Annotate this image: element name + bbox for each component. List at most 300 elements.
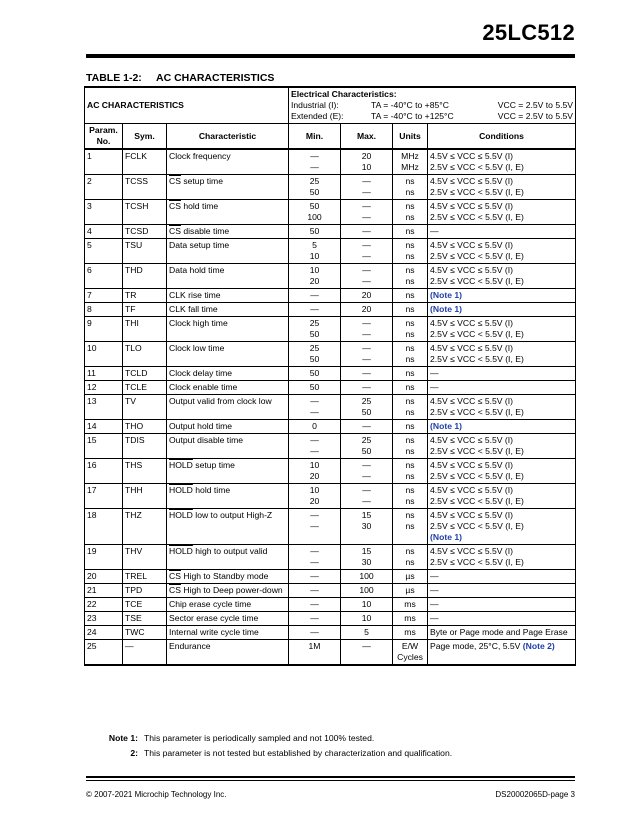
- min-value: [289, 264, 341, 289]
- table-notes: [86, 731, 452, 761]
- min-line: 50: [309, 354, 320, 364]
- param-number: 19: [85, 545, 123, 570]
- symbol: THD: [123, 264, 167, 289]
- max-line: —: [362, 329, 371, 339]
- conditions: [428, 175, 576, 200]
- max-value: [341, 200, 393, 225]
- units-line: ns: [405, 329, 415, 339]
- min-value: [289, 395, 341, 420]
- condition-line: —: [430, 368, 439, 378]
- column-header: Min.: [289, 124, 341, 150]
- doc-page-number: DS20002065D-page 3: [495, 790, 575, 799]
- min-value: [289, 149, 341, 175]
- units-value: [393, 317, 428, 342]
- units-line: ns: [405, 354, 415, 364]
- characteristic-text: low to output High-Z: [192, 510, 273, 520]
- ac-characteristics-label: AC CHARACTERISTICS: [85, 87, 289, 124]
- condition-line: 4.5V ≤ VCC ≤ 5.5V (I): [430, 396, 513, 406]
- max-line: —: [362, 485, 371, 495]
- conditions: [428, 545, 576, 570]
- min-value: [289, 509, 341, 545]
- units-line: ns: [405, 276, 415, 286]
- characteristic: Internal write cycle time: [167, 626, 289, 640]
- characteristic-text: hold time: [192, 485, 231, 495]
- units-value: [393, 584, 428, 598]
- units-line: ns: [405, 435, 415, 445]
- symbol: THV: [123, 545, 167, 570]
- condition-line: —: [430, 571, 439, 581]
- characteristic: Clock enable time: [167, 381, 289, 395]
- condition-line: 4.5V ≤ VCC ≤ 5.5V (I): [430, 176, 513, 186]
- condition-line: 4.5V ≤ VCC ≤ 5.5V (I): [430, 485, 513, 495]
- param-number: 8: [85, 303, 123, 317]
- max-line: 5: [364, 627, 369, 637]
- characteristic: Chip erase cycle time: [167, 598, 289, 612]
- min-line: 25: [309, 318, 320, 328]
- characteristic-text: disable time: [180, 226, 230, 236]
- characteristic: Endurance: [167, 640, 289, 666]
- condition-line: 2.5V ≤ VCC < 5.5V (I, E): [430, 212, 524, 222]
- units-value: [393, 395, 428, 420]
- electrical-characteristics: [289, 87, 576, 124]
- conditions: [428, 420, 576, 434]
- max-line: —: [362, 496, 371, 506]
- units-line: µs: [405, 585, 415, 595]
- characteristic: [167, 459, 289, 484]
- note-reference-link[interactable]: (Note 1): [430, 532, 463, 542]
- table-row: [85, 626, 576, 640]
- max-line: —: [362, 201, 371, 211]
- characteristic-text: setup time: [180, 176, 223, 186]
- condition-line: —: [430, 382, 439, 392]
- conditions: [428, 149, 576, 175]
- param-number: 22: [85, 598, 123, 612]
- param-number: 15: [85, 434, 123, 459]
- units-line: ns: [405, 496, 415, 506]
- max-line: 50: [361, 446, 372, 456]
- max-line: —: [362, 471, 371, 481]
- conditions: [428, 317, 576, 342]
- param-number: 1: [85, 149, 123, 175]
- table-row: [85, 584, 576, 598]
- param-number: 11: [85, 367, 123, 381]
- condition-line: 2.5V ≤ VCC < 5.5V (I, E): [430, 496, 524, 506]
- units-value: [393, 612, 428, 626]
- min-line: —: [310, 304, 319, 314]
- param-number: 4: [85, 225, 123, 239]
- characteristic: [167, 225, 289, 239]
- units-line: ns: [405, 265, 415, 275]
- max-line: —: [362, 276, 371, 286]
- units-line: ns: [405, 407, 415, 417]
- industrial-vcc: VCC = 2.5V to 5.5V: [497, 100, 574, 110]
- min-line: —: [310, 162, 319, 172]
- characteristic: Output valid from clock low: [167, 395, 289, 420]
- param-number: 25: [85, 640, 123, 666]
- min-value: [289, 289, 341, 303]
- table-row: [85, 303, 576, 317]
- max-value: [341, 584, 393, 598]
- max-value: [341, 509, 393, 545]
- table-row: [85, 289, 576, 303]
- max-line: —: [362, 421, 371, 431]
- conditions: [428, 264, 576, 289]
- min-line: —: [310, 546, 319, 556]
- max-value: [341, 239, 393, 264]
- min-line: 50: [309, 382, 320, 392]
- conditions: [428, 200, 576, 225]
- symbol: TPD: [123, 584, 167, 598]
- units-value: [393, 484, 428, 509]
- condition-line: Byte or Page mode and Page Erase: [430, 627, 568, 637]
- min-line: 50: [309, 201, 320, 211]
- max-line: 100: [359, 571, 374, 581]
- table-column-headers: [85, 124, 576, 150]
- max-value: [341, 434, 393, 459]
- column-header: Units: [393, 124, 428, 150]
- min-value: [289, 570, 341, 584]
- units-value: [393, 289, 428, 303]
- min-value: [289, 612, 341, 626]
- table-title: [86, 72, 274, 84]
- conditions: [428, 342, 576, 367]
- characteristic: Clock frequency: [167, 149, 289, 175]
- min-value: [289, 545, 341, 570]
- min-value: [289, 317, 341, 342]
- min-line: 10: [309, 485, 320, 495]
- conditions: [428, 239, 576, 264]
- table-row: [85, 420, 576, 434]
- condition-line: [430, 304, 573, 315]
- table-row: [85, 317, 576, 342]
- units-value: [393, 570, 428, 584]
- characteristic: [167, 509, 289, 545]
- min-line: 50: [309, 187, 320, 197]
- max-line: 100: [359, 585, 374, 595]
- param-number: 17: [85, 484, 123, 509]
- symbol: TCLE: [123, 381, 167, 395]
- param-number: 13: [85, 395, 123, 420]
- column-header: Characteristic: [167, 124, 289, 150]
- characteristic: Clock high time: [167, 317, 289, 342]
- note-reference-link[interactable]: (Note 2): [522, 641, 555, 651]
- table-title-text: AC CHARACTERISTICS: [156, 72, 275, 84]
- column-header: Param. No.: [85, 124, 123, 150]
- param-number: 24: [85, 626, 123, 640]
- param-number: 10: [85, 342, 123, 367]
- max-line: 15: [361, 546, 372, 556]
- units-line: ns: [405, 485, 415, 495]
- units-line: ns: [405, 240, 415, 250]
- characteristic: Data hold time: [167, 264, 289, 289]
- max-line: 30: [361, 521, 372, 531]
- min-line: —: [310, 396, 319, 406]
- condition-line: 2.5V ≤ VCC < 5.5V (I, E): [430, 329, 524, 339]
- conditions: [428, 289, 576, 303]
- characteristic: Clock delay time: [167, 367, 289, 381]
- condition-line: —: [430, 585, 439, 595]
- units-line: MHz: [401, 162, 419, 172]
- min-line: —: [310, 557, 319, 567]
- table-row: [85, 264, 576, 289]
- min-line: 0: [312, 421, 317, 431]
- table-row: [85, 484, 576, 509]
- condition-line: 4.5V ≤ VCC ≤ 5.5V (I): [430, 435, 513, 445]
- symbol: TCSS: [123, 175, 167, 200]
- characteristic: Clock low time: [167, 342, 289, 367]
- param-number: 12: [85, 381, 123, 395]
- condition-line: 4.5V ≤ VCC ≤ 5.5V (I): [430, 546, 513, 556]
- part-number: 25LC512: [482, 20, 575, 45]
- max-value: [341, 598, 393, 612]
- param-number: 2: [85, 175, 123, 200]
- characteristic: CLK rise time: [167, 289, 289, 303]
- min-value: [289, 225, 341, 239]
- units-value: [393, 175, 428, 200]
- min-line: 10: [309, 460, 320, 470]
- max-line: —: [362, 460, 371, 470]
- symbol: TF: [123, 303, 167, 317]
- max-line: —: [362, 265, 371, 275]
- column-header: Conditions: [428, 124, 576, 150]
- condition-line: 4.5V ≤ VCC ≤ 5.5V (I): [430, 460, 513, 470]
- units-line: E/W Cycles: [397, 641, 423, 662]
- extended-vcc: VCC = 2.5V to 5.5V: [497, 111, 574, 121]
- max-line: —: [362, 354, 371, 364]
- max-line: 10: [361, 599, 372, 609]
- extended-label: Extended (E):: [291, 111, 344, 121]
- note-reference-link[interactable]: (Note 1): [430, 421, 463, 431]
- condition-line: —: [430, 599, 439, 609]
- characteristic: [167, 484, 289, 509]
- min-value: [289, 626, 341, 640]
- symbol: TSU: [123, 239, 167, 264]
- table-row: [85, 570, 576, 584]
- min-line: 25: [309, 176, 320, 186]
- units-line: ms: [404, 599, 416, 609]
- units-line: ns: [405, 251, 415, 261]
- max-value: [341, 612, 393, 626]
- units-line: ns: [405, 521, 415, 531]
- param-number: 3: [85, 200, 123, 225]
- min-line: —: [310, 151, 319, 161]
- max-value: [341, 484, 393, 509]
- condition-line: 2.5V ≤ VCC < 5.5V (I, E): [430, 276, 524, 286]
- min-value: [289, 175, 341, 200]
- max-line: —: [362, 187, 371, 197]
- condition-line: 2.5V ≤ VCC < 5.5V (I, E): [430, 521, 524, 531]
- units-value: [393, 640, 428, 666]
- conditions: [428, 640, 576, 666]
- min-value: [289, 459, 341, 484]
- max-value: [341, 381, 393, 395]
- footer-rule: [86, 780, 575, 781]
- min-value: [289, 367, 341, 381]
- condition-line: 4.5V ≤ VCC ≤ 5.5V (I): [430, 343, 513, 353]
- min-line: —: [310, 613, 319, 623]
- condition-line: 2.5V ≤ VCC < 5.5V (I, E): [430, 446, 524, 456]
- note-label: Note 1:: [108, 733, 138, 743]
- condition-line: [430, 421, 573, 432]
- units-value: [393, 509, 428, 545]
- note-reference-link[interactable]: (Note 1): [430, 290, 463, 300]
- conditions: [428, 225, 576, 239]
- characteristic: CLK fall time: [167, 303, 289, 317]
- units-line: ns: [405, 510, 415, 520]
- min-line: 10: [309, 265, 320, 275]
- industrial-temp: TA = -40°C to +85°C: [371, 100, 449, 110]
- param-number: 6: [85, 264, 123, 289]
- condition-line: 4.5V ≤ VCC ≤ 5.5V (I): [430, 318, 513, 328]
- conditions: [428, 570, 576, 584]
- min-line: 5: [312, 240, 317, 250]
- max-line: —: [362, 368, 371, 378]
- max-value: [341, 570, 393, 584]
- characteristic: [167, 584, 289, 598]
- units-value: [393, 149, 428, 175]
- characteristic: [167, 570, 289, 584]
- max-value: [341, 149, 393, 175]
- max-value: [341, 303, 393, 317]
- min-line: —: [310, 571, 319, 581]
- note-item: [86, 731, 452, 746]
- min-value: [289, 434, 341, 459]
- symbol: TCSH: [123, 200, 167, 225]
- units-line: ns: [405, 421, 415, 431]
- units-value: [393, 459, 428, 484]
- condition-line: 4.5V ≤ VCC ≤ 5.5V (I): [430, 201, 513, 211]
- max-value: [341, 317, 393, 342]
- max-line: —: [362, 318, 371, 328]
- units-line: MHz: [401, 151, 419, 161]
- condition-line: 4.5V ≤ VCC ≤ 5.5V (I): [430, 151, 513, 161]
- max-line: 10: [361, 162, 372, 172]
- symbol: —: [123, 640, 167, 666]
- conditions: [428, 395, 576, 420]
- units-line: ns: [405, 546, 415, 556]
- max-value: [341, 459, 393, 484]
- min-line: 20: [309, 276, 320, 286]
- symbol: TREL: [123, 570, 167, 584]
- table-row: [85, 612, 576, 626]
- conditions: [428, 367, 576, 381]
- table-row: [85, 200, 576, 225]
- max-line: —: [362, 226, 371, 236]
- conditions: [428, 612, 576, 626]
- min-line: 50: [309, 226, 320, 236]
- symbol: TDIS: [123, 434, 167, 459]
- max-value: [341, 395, 393, 420]
- units-value: [393, 225, 428, 239]
- symbol: TWC: [123, 626, 167, 640]
- units-line: ns: [405, 176, 415, 186]
- overline-signal: HOLD: [169, 546, 193, 556]
- condition-line: 4.5V ≤ VCC ≤ 5.5V (I): [430, 265, 513, 275]
- param-number: 18: [85, 509, 123, 545]
- symbol: THS: [123, 459, 167, 484]
- symbol: THO: [123, 420, 167, 434]
- max-line: 20: [361, 290, 372, 300]
- units-line: ns: [405, 557, 415, 567]
- condition-line: [430, 290, 573, 301]
- max-line: 50: [361, 407, 372, 417]
- max-value: [341, 175, 393, 200]
- conditions: [428, 484, 576, 509]
- max-line: 20: [361, 304, 372, 314]
- units-value: [393, 434, 428, 459]
- min-line: —: [310, 290, 319, 300]
- min-value: [289, 598, 341, 612]
- symbol: FCLK: [123, 149, 167, 175]
- condition-line: 2.5V ≤ VCC < 5.5V (I, E): [430, 251, 524, 261]
- max-line: —: [362, 176, 371, 186]
- overline-signal: HOLD: [169, 460, 193, 470]
- param-number: 16: [85, 459, 123, 484]
- condition-line: 4.5V ≤ VCC ≤ 5.5V (I): [430, 510, 513, 520]
- characteristic: Sector erase cycle time: [167, 612, 289, 626]
- symbol: TCE: [123, 598, 167, 612]
- characteristic-text: High to Deep power-down: [180, 585, 283, 595]
- units-value: [393, 200, 428, 225]
- min-line: —: [310, 510, 319, 520]
- units-value: [393, 545, 428, 570]
- table-number: TABLE 1-2:: [86, 72, 142, 84]
- conditions: [428, 509, 576, 545]
- table-row: [85, 509, 576, 545]
- units-line: ns: [405, 201, 415, 211]
- characteristic-text: High to Standby mode: [180, 571, 269, 581]
- param-number: 20: [85, 570, 123, 584]
- min-line: 1M: [308, 641, 321, 651]
- condition-line: Page mode, 25°C, 5.5V (Note 2): [430, 641, 555, 651]
- min-line: —: [310, 435, 319, 445]
- table-row: [85, 434, 576, 459]
- min-value: [289, 484, 341, 509]
- min-line: 100: [307, 212, 322, 222]
- overline-signal: $\overline{CS}$: [169, 226, 181, 236]
- table-row: [85, 239, 576, 264]
- overline-signal: HOLD: [169, 485, 193, 495]
- min-line: 50: [309, 368, 320, 378]
- param-number: 5: [85, 239, 123, 264]
- units-line: ns: [405, 187, 415, 197]
- symbol: THH: [123, 484, 167, 509]
- units-line: ns: [405, 368, 415, 378]
- min-value: [289, 584, 341, 598]
- conditions: [428, 584, 576, 598]
- min-line: —: [310, 599, 319, 609]
- min-value: [289, 342, 341, 367]
- condition-line: —: [430, 613, 439, 623]
- units-line: ms: [404, 613, 416, 623]
- note-reference-link[interactable]: (Note 1): [430, 304, 463, 314]
- characteristic: Output hold time: [167, 420, 289, 434]
- units-value: [393, 420, 428, 434]
- note-label: 2:: [130, 748, 138, 758]
- footer-rule: [86, 776, 575, 778]
- column-header: Sym.: [123, 124, 167, 150]
- table-row: [85, 395, 576, 420]
- min-line: —: [310, 627, 319, 637]
- units-line: ms: [404, 627, 416, 637]
- min-value: [289, 640, 341, 666]
- min-line: 50: [309, 329, 320, 339]
- symbol: TR: [123, 289, 167, 303]
- max-value: [341, 626, 393, 640]
- units-line: ns: [405, 471, 415, 481]
- conditions: [428, 381, 576, 395]
- max-line: —: [362, 240, 371, 250]
